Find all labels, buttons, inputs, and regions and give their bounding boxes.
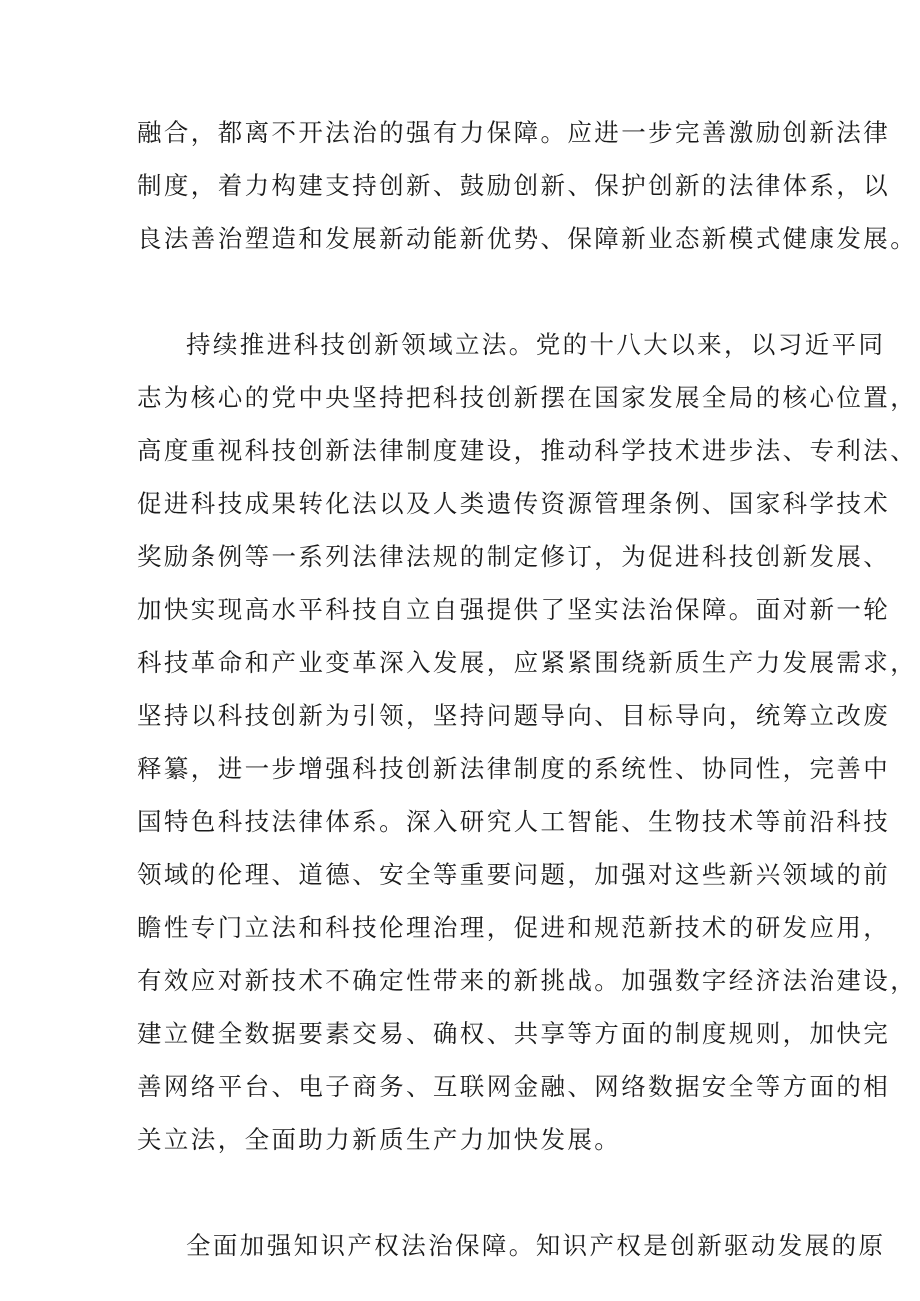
paragraph-line: 加快实现高水平科技自立自强提供了坚实法治保障。面对新一轮	[137, 595, 891, 624]
paragraph-line: 领域的伦理、道德、安全等重要问题，加强对这些新兴领域的前	[137, 860, 891, 889]
paragraph-line: 全面加强知识产权法治保障。知识产权是创新驱动发展的原	[186, 1231, 886, 1260]
paragraph-line: 志为核心的党中央坚持把科技创新摆在国家发展全局的核心位置，	[137, 383, 918, 412]
paragraph-line: 科技革命和产业变革深入发展，应紧紧围绕新质生产力发展需求，	[137, 648, 918, 677]
paragraph-line: 促进科技成果转化法以及人类遗传资源管理条例、国家科学技术	[137, 489, 891, 518]
paragraph-line: 融合，都离不开法治的强有力保障。应进一步完善激励创新法律	[137, 118, 891, 147]
paragraph-line: 国特色科技法律体系。深入研究人工智能、生物技术等前沿科技	[137, 807, 891, 836]
paragraph-line: 持续推进科技创新领域立法。党的十八大以来，以习近平同	[186, 330, 886, 359]
paragraph-line: 制度，着力构建支持创新、鼓励创新、保护创新的法律体系，以	[137, 171, 891, 200]
paragraph-line: 建立健全数据要素交易、确权、共享等方面的制度规则，加快完	[137, 1019, 891, 1048]
paragraph-line: 坚持以科技创新为引领，坚持问题导向、目标导向，统筹立改废	[137, 701, 891, 730]
paragraph-line: 善网络平台、电子商务、互联网金融、网络数据安全等方面的相	[137, 1072, 891, 1101]
paragraph-line: 高度重视科技创新法律制度建设，推动科学技术进步法、专利法、	[137, 436, 918, 465]
paragraph-line: 瞻性专门立法和科技伦理治理，促进和规范新技术的研发应用，	[137, 913, 891, 942]
paragraph-line: 释纂，进一步增强科技创新法律制度的系统性、协同性，完善中	[137, 754, 891, 783]
paragraph-line: 良法善治塑造和发展新动能新优势、保障新业态新模式健康发展。	[137, 224, 918, 253]
paragraph-line: 有效应对新技术不确定性带来的新挑战。加强数字经济法治建设，	[137, 966, 918, 995]
paragraph-line: 奖励条例等一系列法律法规的制定修订，为促进科技创新发展、	[137, 542, 891, 571]
paragraph-line: 关立法，全面助力新质生产力加快发展。	[137, 1125, 622, 1154]
